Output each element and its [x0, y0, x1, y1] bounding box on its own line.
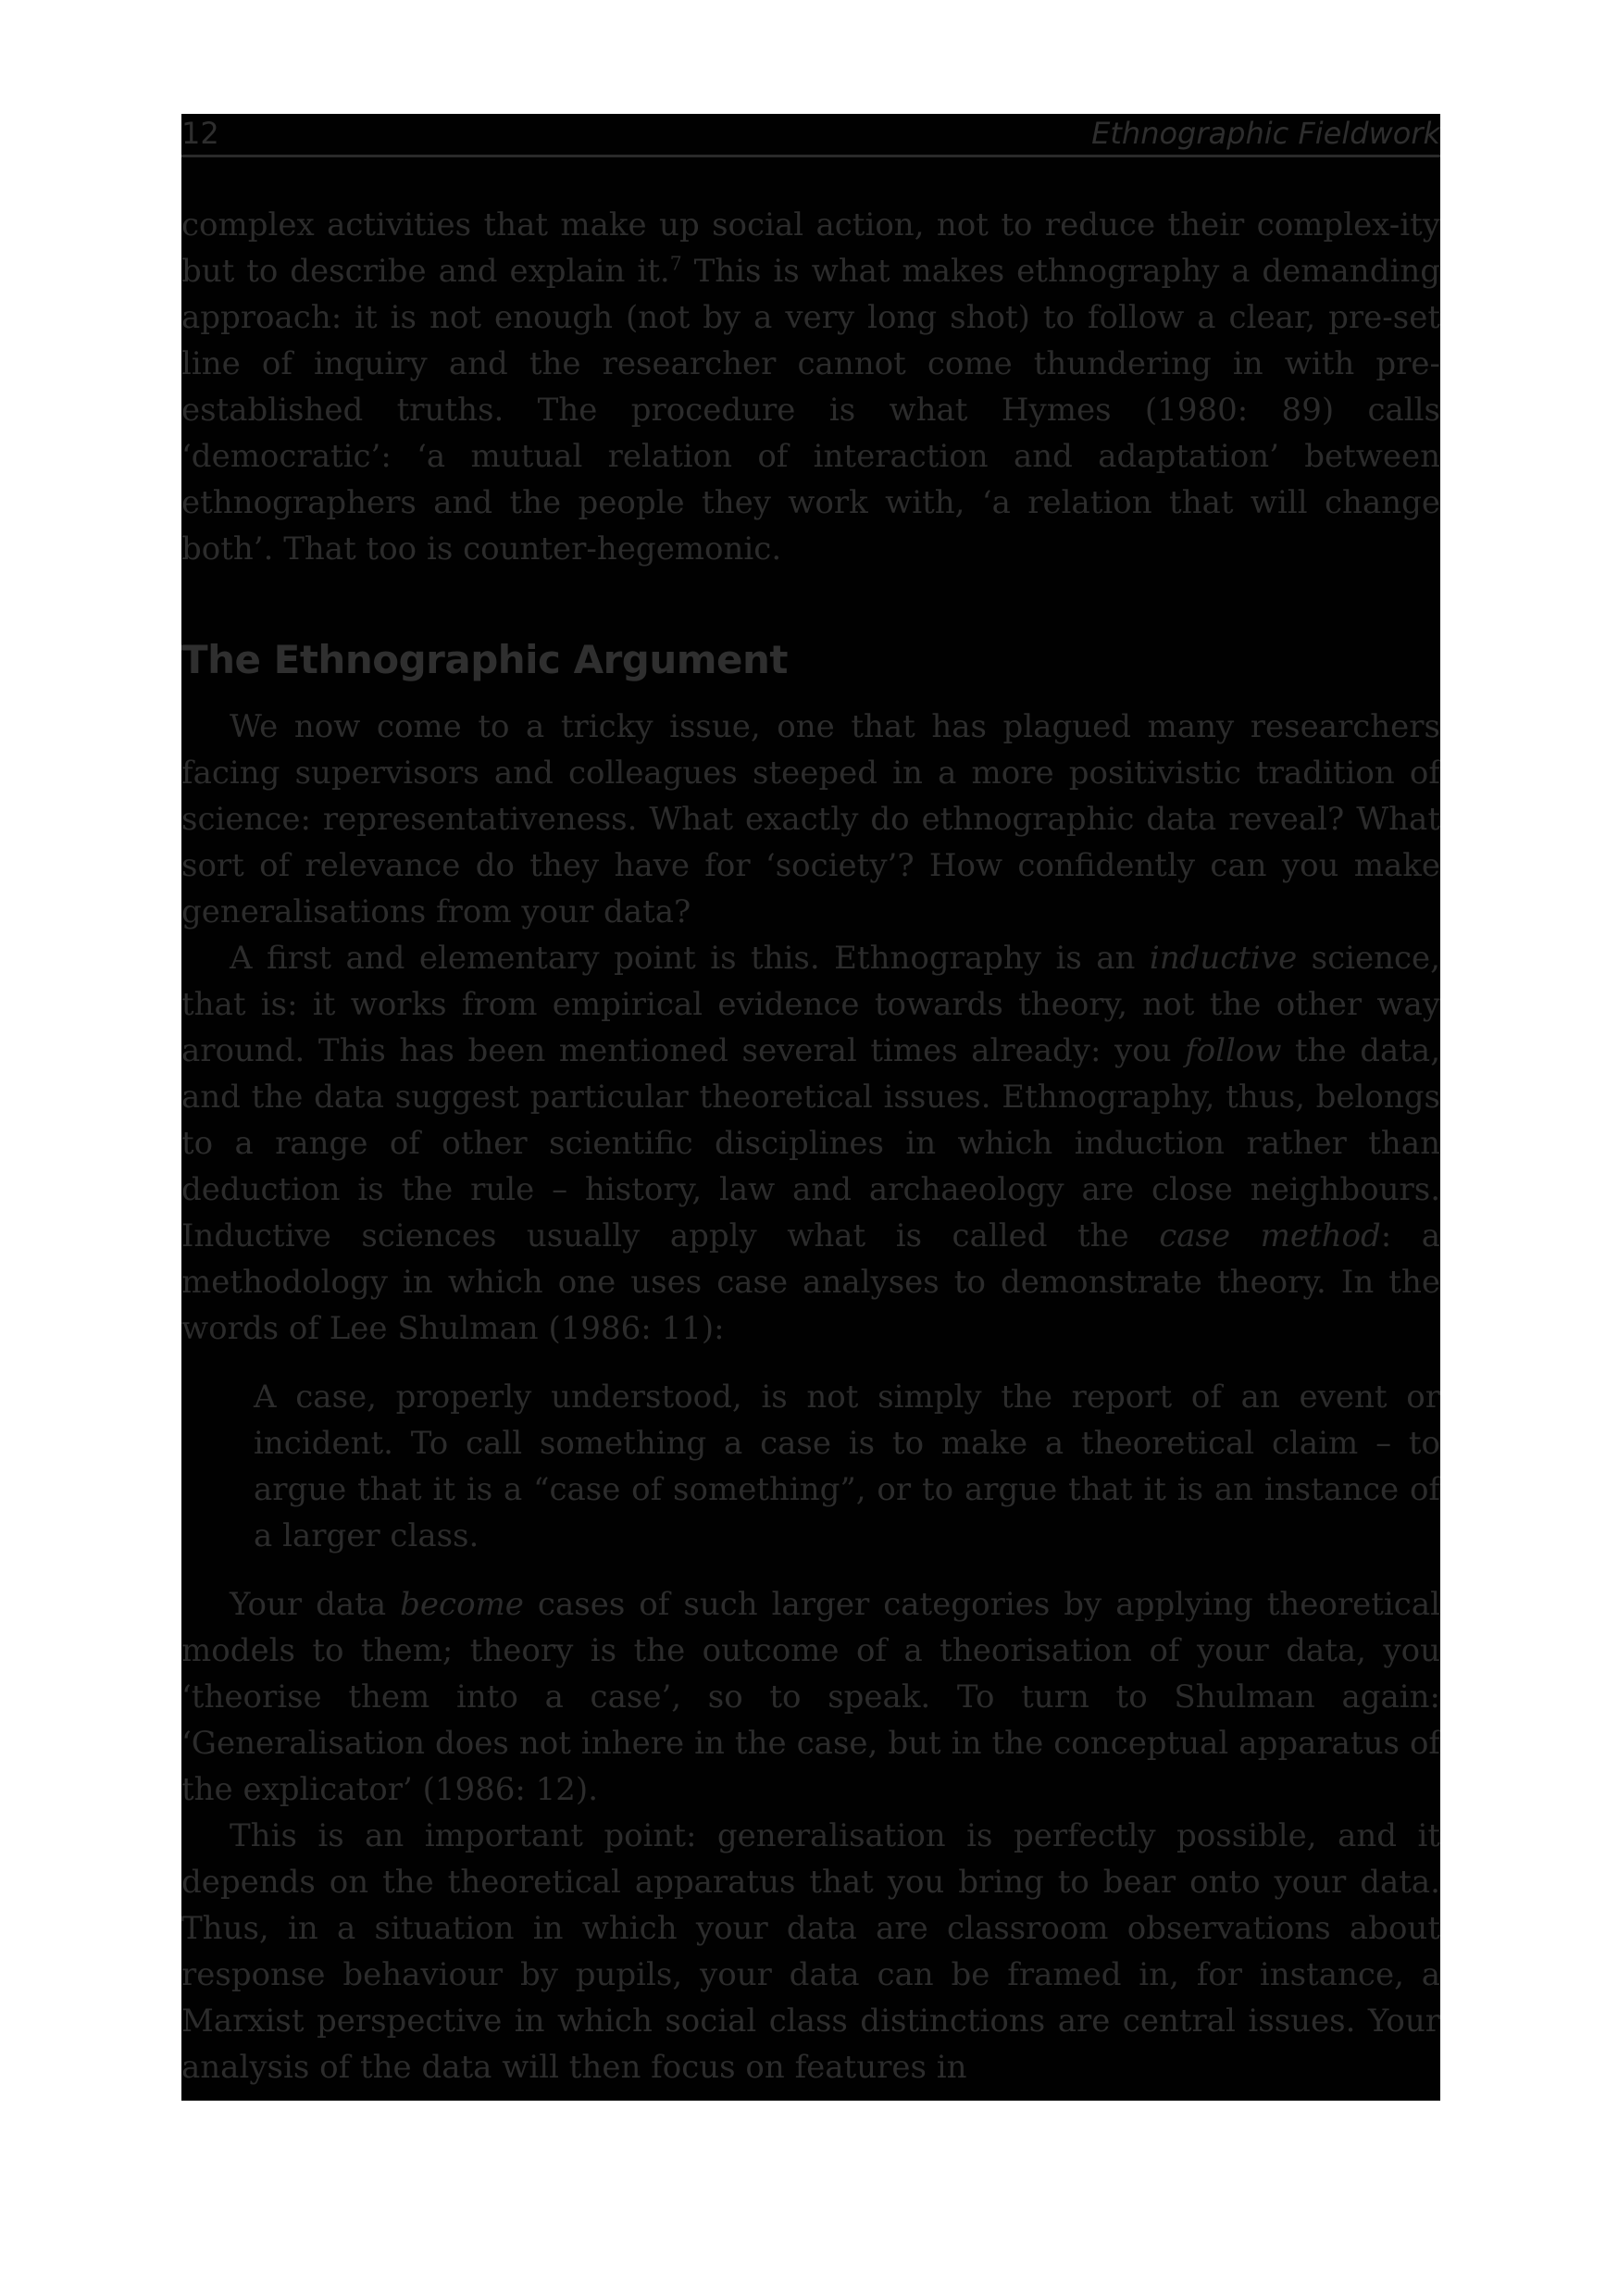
paragraph-text: science, that is: it works from empirical evidence towards theory, not the other way around. This has been mentioned several times already: you [181, 940, 1440, 1069]
paragraph: This is an important point: generalisation is perfectly possible, and it depends on the theoretical apparatus that you bring to bear onto your data. Thus, in a situation in which your data are classroom observations about response behaviour by pupils, your data can be framed in, for instance, a Marxist perspective in which social class distinctions are central issues. Your analysis of the data will then focus on features in [181, 1817, 1440, 2086]
running-title: Ethnographic Fieldwork [1091, 116, 1440, 151]
block-quote: A case, properly understood, is not simply the report of an event or incident. To call something a case is to make a theoretical claim – to argue that it is a “case of something”, or to argue that it is an instance of a larger class. [254, 1379, 1440, 1554]
body-text [181, 202, 1440, 2090]
paragraph: We now come to a tricky issue, one that has plagued many researchers facing supervisors and colleagues steeped in a more positivistic tradition of science: representativeness. What exactly do ethnographic data reveal? What sort of relevance do they have for ‘society’? How confidently can you make generalisations from your data? [181, 708, 1440, 930]
emphasis-text: follow [1185, 1032, 1282, 1069]
page-number: 12 [181, 116, 219, 151]
paragraph [181, 935, 1440, 1352]
paragraph-text: A first and elementary point is this. Ethnography is an [230, 940, 1150, 977]
paragraph-text: This is what makes ethnography a demanding approach: it is not enough (not by a very long shot) to follow a clear, pre-set line of inquiry and the researcher cannot come thundering in with pre-established truths. The procedure is what Hymes (1980: 89) calls ‘democratic’: ‘a mutual relation of interaction and adaptation’ between ethnographers and the people they work with, ‘a relation that will change both’. That too is counter-hegemonic. [181, 253, 1440, 568]
page-content-block [181, 114, 1440, 2101]
paragraph-text: complex activities that make up social action, not to reduce their complex-ity but to describe and explain it. [181, 206, 1440, 290]
paragraph-text: Your data [230, 1586, 401, 1623]
paragraph-text: the data, and the data suggest particular theoretical issues. Ethnography, thus, belongs to a range of other scientific disciplines in which induction rather than deduction is the rule – history, law and archaeology are close neighbours. Inductive sciences usually apply what is called the [181, 1032, 1440, 1254]
emphasis-text: inductive [1149, 940, 1298, 977]
paragraph-continued [181, 202, 1440, 572]
section-heading: The Ethnographic Argument [181, 637, 788, 682]
running-header [181, 114, 1440, 157]
paragraph-text: : a methodology in which one uses case analyses to demonstrate theory. In the words of Lee Shulman (1986: 11): [181, 1217, 1440, 1347]
paragraph [181, 1581, 1440, 1813]
emphasis-text: become [400, 1586, 524, 1623]
paragraph-text: cases of such larger categories by applying theoretical models to them; theory is the outcome of a theorisation of your data, you ‘theorise them into a case’, so to speak. To turn to Shulman again: ‘Generalisation does not inhere in the case, but in the conceptual apparatus of the explicator’ (1986: 12). [181, 1586, 1440, 1808]
emphasis-text: case method [1159, 1217, 1381, 1254]
footnote-marker[interactable]: 7 [669, 252, 682, 275]
